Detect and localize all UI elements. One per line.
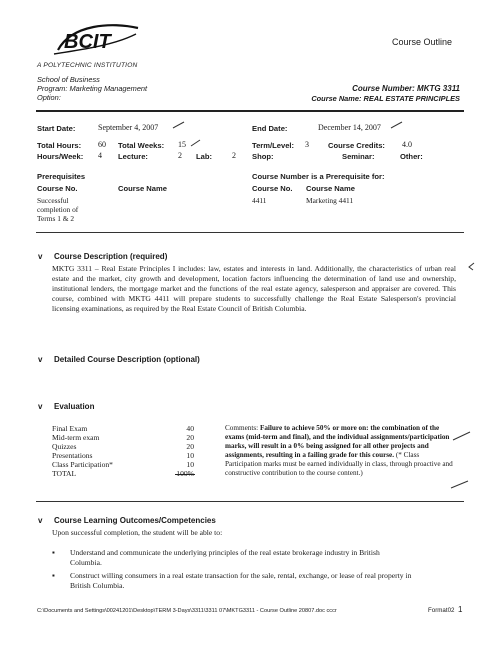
evaluation-row-label: Final Exam [52,424,88,433]
section-bullet: v [38,516,43,525]
hours-week-value: 4 [98,151,102,160]
outcomes-list [52,548,412,594]
doc-title: Course Outline [392,37,453,47]
logo-text: BCIT [64,31,111,53]
check-mark-icon [190,138,202,148]
evaluation-row-value: 10 [186,451,194,460]
section-bullet: v [38,252,43,261]
course-name: Course Name: REAL ESTATE PRINCIPLES [311,94,460,103]
footer-path: C:\Documents and Settings\00241201\Desktop\TERM 3-Days\3311\3311 07\MKTG3311 - Course Outline 20807.doc cccr [37,608,337,614]
total-hours-label: Total Hours: [37,141,82,150]
lab-value: 2 [232,151,236,160]
check-mark-icon [390,120,404,130]
institution-tagline: A POLYTECHNIC INSTITUTION [37,62,138,69]
evaluation-row-value: 20 [186,433,194,442]
lecture-value: 2 [178,151,182,160]
prereq-col-course-no: Course No. [37,184,78,193]
comments-label: Comments: [225,424,259,432]
seminar-label: Seminar: [342,152,375,161]
lecture-label: Lecture: [118,152,148,161]
section-rule [36,501,464,502]
prereq-col-course-name: Course Name [118,184,167,193]
start-date-label: Start Date: [37,124,76,133]
evaluation-row-value: 40 [186,424,194,433]
shop-label: Shop: [252,152,274,161]
detailed-description-title: Detailed Course Description (optional) [54,355,200,364]
section-rule [36,232,464,233]
outcomes-title: Course Learning Outcomes/Competencies [54,516,216,525]
comments-bold: Failure to achieve 50% or more on: the combination of the exams (mid-term and final), and the individual assignments/participation marks, will result in a 0% being assigned for all other projects and assignments, resulting in a failing grade for this course. [225,424,450,459]
prereq-for-col-course-name: Course Name [306,184,355,193]
footer-format: Format02 [428,607,455,614]
evaluation-row-label: Class Participation* [52,460,113,469]
check-mark-icon [172,120,186,130]
outcome-item: ▪ Construct willing consumers in a real estate transaction for the sale, rental, exchange, or lease of real property in British Columbia. [52,571,412,591]
prereq-for-col-course-no: Course No. [252,184,293,193]
check-mark-icon [466,262,476,272]
prereq-for-course-no: 4411 [252,196,267,205]
comments-note: (* Class Participation marks must be earned individually in class, through proactive and constructive contribution to the course content.) [225,451,453,477]
course-credits-value: 4.0 [402,140,412,149]
course-description-text: MKTG 3311 – Real Estate Principles I includes: law, estates and interests in land. Additionally, the characteristics of urban real estate and the market, city growth and development, location factors influencing the determination of land use and ownership, institutional lenders, the mortgage market and the functions of the real estate agency, salesperson and appraiser are covered. This course, combined with MKTG 4411 will prepare students to successfully challenge the Real Estate Salesperson's provincial licensing examinations, as required by the Real Estate Council of British Columbia. [52,264,456,313]
total-weeks-label: Total Weeks: [118,141,165,150]
course-number: Course Number: MKTG 3311 [352,84,460,93]
evaluation-row-label: Presentations [52,451,93,460]
footer-page-number: 1 [458,605,463,614]
evaluation-comments [225,424,453,478]
term-level-label: Term/Level: [252,141,295,150]
school-name: School of Business [37,75,100,84]
evaluation-row-value: 20 [186,442,194,451]
other-label: Other: [400,152,423,161]
bcit-logo [52,20,142,60]
prereq-for-title: Course Number is a Prerequisite for: [252,172,385,181]
evaluation-row-label: TOTAL [52,469,77,478]
course-credits-label: Course Credits: [328,141,385,150]
option-label: Option: [37,93,61,102]
evaluation-row-label: Quizzes [52,442,77,451]
evaluation-row-label: Mid-term exam [52,433,100,442]
program-name: Program: Marketing Management [37,84,148,93]
prereq-value: Successful completion of Terms 1 & 2 [37,196,79,223]
total-rule [175,474,195,475]
prereq-for-course-name: Marketing 4411 [306,196,354,205]
evaluation-title: Evaluation [54,402,95,411]
check-mark-icon [450,478,470,490]
end-date-label: End Date: [252,124,288,133]
header-rule [36,110,464,112]
section-bullet: v [38,355,43,364]
term-level-value: 3 [305,140,309,149]
hours-week-label: Hours/Week: [37,152,84,161]
prerequisites-title: Prerequisites [37,172,86,181]
check-mark-icon [452,430,472,442]
evaluation-row-value: 10 [186,460,194,469]
course-description-title: Course Description (required) [54,252,168,261]
total-weeks-value: 15 [178,140,186,149]
section-bullet: v [38,402,43,411]
lab-label: Lab: [196,152,213,161]
outcome-item: ▪ Understand and communicate the underlying principles of the real estate brokerage industry in British Columbia. [52,548,412,568]
total-hours-value: 60 [98,140,106,149]
start-date-value: September 4, 2007 [98,123,159,132]
evaluation-row-value: 100% [176,469,194,478]
end-date-value: December 14, 2007 [318,123,381,132]
outcomes-intro: Upon successful completion, the student will be able to: [52,528,223,537]
